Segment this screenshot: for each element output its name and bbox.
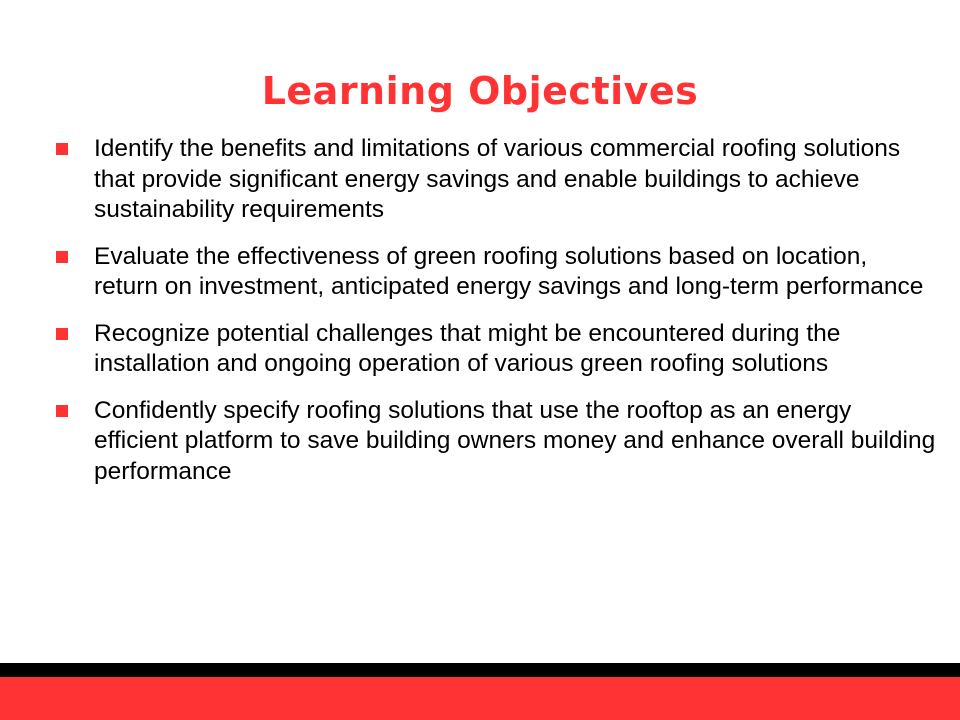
objective-text: Identify the benefits and limitations of various commercial roofing solutions that provide significant energy savings and enable buildings to achieve sustainability requirements	[94, 135, 901, 223]
footer-black-band	[0, 663, 960, 677]
objective-text: Evaluate the effectiveness of green roofing solutions based on location, return on investment, anticipated energy savings and long-term performance	[94, 242, 924, 300]
square-bullet-icon	[56, 405, 68, 417]
square-bullet-icon	[56, 251, 68, 263]
objective-text: Recognize potential challenges that might be encountered during the installation and ongoing operation of various green roofing solutions	[94, 319, 841, 377]
objective-text: Confidently specify roofing solutions that use the rooftop as an energy efficient platform to save building owners money and enhance overall building performance	[94, 396, 936, 485]
square-bullet-icon	[56, 143, 68, 155]
slide-title: Learning Objectives	[261, 69, 699, 114]
objective-item	[56, 242, 936, 303]
objective-item	[56, 319, 936, 380]
objectives-list	[56, 134, 936, 503]
footer-red-band	[0, 677, 960, 720]
objective-item	[56, 134, 936, 226]
square-bullet-icon	[56, 328, 68, 340]
objective-item	[56, 396, 936, 488]
